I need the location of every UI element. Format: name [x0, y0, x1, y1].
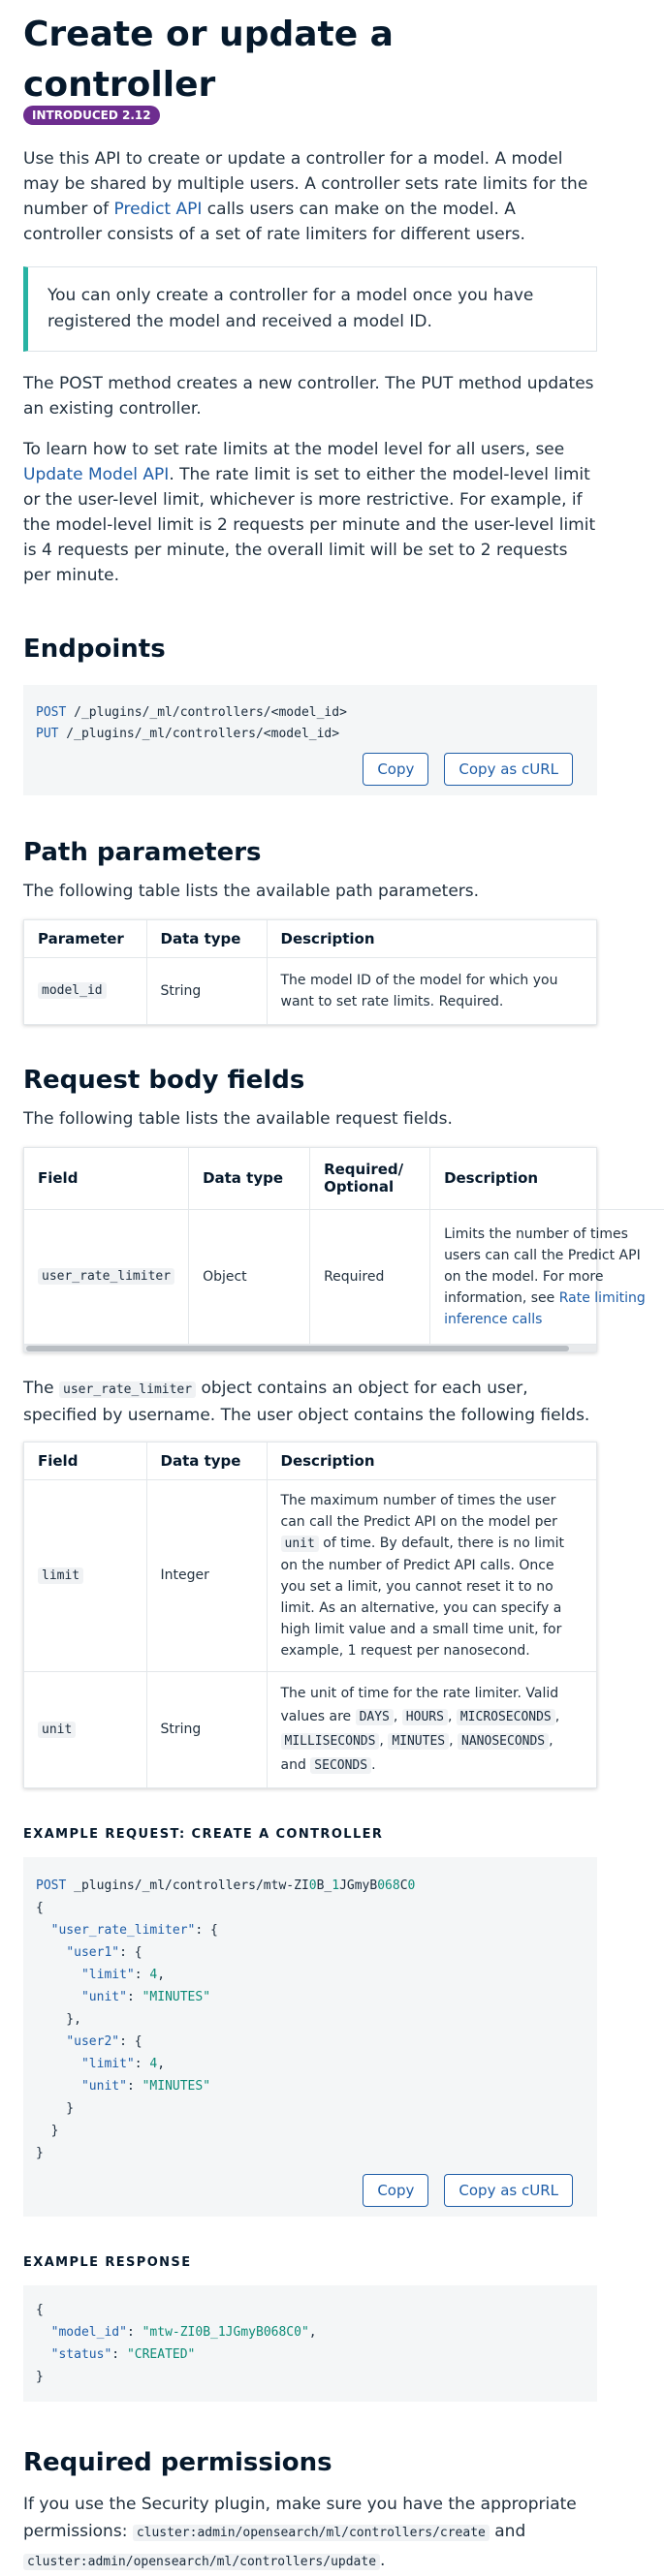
column-header: Parameter — [24, 920, 146, 958]
endpoints-codeblock: POST /_plugins/_ml/controllers/<model_id> PUT /_plugins/_ml/controllers/<model_id> Copy Copy as cURL — [23, 685, 597, 795]
page — [0, 10, 646, 2570]
param-name: model_id — [38, 982, 107, 999]
column-header: Description — [267, 920, 596, 958]
update-model-api-link[interactable]: Update Model API — [23, 465, 170, 484]
path-parameters-table — [23, 919, 597, 1025]
column-header: Field — [24, 1148, 189, 1210]
field-name: user_rate_limiter — [38, 1268, 174, 1285]
field-description: The unit of time for the rate limiter. Valid values are DAYS , HOURS , MICROSECONDS , MILLISECONDS , MINUTES , NANOSECONDS , and SECONDS . — [280, 1685, 560, 1773]
request-body-fields-table — [23, 1147, 646, 1352]
predict-api-link[interactable]: Predict API — [113, 200, 203, 219]
example-request-label: EXAMPLE REQUEST: CREATE A CONTROLLER — [23, 1826, 384, 1842]
field-type: Integer — [146, 1479, 267, 1671]
path-parameters-heading: Path parameters — [23, 838, 262, 867]
table-row — [24, 1671, 596, 1787]
param-type: String — [146, 958, 267, 1024]
field-description: The maximum number of times the user can call the Predict API on the model per unit of time. By default, there is no limit on the number of Predict API calls. Once you set a limit, you cannot reset it to no limit. As an alternative, you can specify a high limit value and a small time unit, for example, 1 request per nanosecond. — [267, 1479, 596, 1671]
example-response-label: EXAMPLE RESPONSE — [23, 2254, 192, 2270]
user-object-paragraph: The user_rate_limiter object contains an object for each user, specified by username. The user object contains the following fields. — [23, 1378, 590, 1425]
field-name: limit — [38, 1567, 83, 1584]
column-header: Description — [267, 1443, 596, 1480]
note-callout: You can only create a controller for a model once you have registered the model and received a model ID. — [23, 266, 597, 352]
request-body-fields-description: The following table lists the available request fields. — [23, 1108, 453, 1129]
page-title: Create or update a controller — [23, 15, 394, 105]
update-permission-code: cluster:admin/opensearch/ml/controllers/update — [23, 2554, 380, 2570]
column-header: Data type — [146, 1443, 267, 1480]
methods-paragraph: The POST method creates a new controller. The PUT method updates an existing controller. — [23, 374, 594, 419]
example-request-codeblock: POST _plugins/_ml/controllers/mtw-ZI0B_1JGmyB068C0 { "user_rate_limiter": { "user1": { "limit": 4, "unit": "MINUTES" }, "user2": { "limit": 4, "unit": "MINUTES" } } } Copy Copy as cURL — [23, 1857, 597, 2217]
post-method: POST — [36, 705, 67, 720]
rate-limiting-link[interactable]: Rate limiting inference calls — [444, 1289, 646, 1327]
column-header: Data type — [189, 1148, 310, 1210]
path-parameters-description: The following table lists the available path parameters. — [23, 882, 480, 901]
copy-as-curl-button[interactable]: Copy as cURL — [444, 753, 573, 786]
user-object-table — [23, 1442, 597, 1788]
table-row — [24, 1479, 596, 1671]
field-type: Object — [189, 1210, 310, 1344]
param-description: The model ID of the model for which you want to set rate limits. Required. — [280, 972, 558, 1009]
column-header: Required/ Optional — [310, 1148, 430, 1210]
permissions-paragraph: If you use the Security plugin, make sure you have the appropriate permissions: cluster:admin/opensearch/ml/controllers/create and cluster:admin/opensearch/ml/controllers/update . — [23, 2494, 577, 2570]
put-method: PUT — [36, 727, 59, 741]
column-header: Description — [430, 1148, 664, 1210]
create-permission-code: cluster:admin/opensearch/ml/controllers/create — [133, 2525, 490, 2541]
rate-limit-paragraph: To learn how to set rate limits at the model level for all users, see Update Model API. The rate limit is set to either the model-level limit or the user-level limit, whichever is more restrictive. For example, if the model-level limit is 2 requests per minute and the user-level limit is 4 requests per minute, the overall limit will be set to 2 requests per minute. — [23, 440, 596, 585]
copy-button[interactable]: Copy — [363, 753, 428, 786]
horizontal-scrollbar[interactable] — [24, 1344, 596, 1351]
request-body-fields-heading: Request body fields — [23, 1065, 305, 1095]
column-header: Data type — [146, 920, 267, 958]
copy-button[interactable]: Copy — [363, 2174, 428, 2207]
scrollbar-thumb[interactable] — [26, 1346, 569, 1351]
example-response-codeblock: { "model_id": "mtw-ZI0B_1JGmyB068C0", "status": "CREATED" } — [23, 2285, 597, 2402]
user-rate-limiter-code: user_rate_limiter — [59, 1381, 196, 1398]
intro-paragraph: Use this API to create or update a controller for a model. A model may be shared by multiple users. A controller sets rate limits for the number of Predict API calls users can make on the model. A controller consists of a set of rate limiters for different users. — [23, 149, 588, 244]
required-permissions-heading: Required permissions — [23, 2447, 332, 2477]
field-name: unit — [38, 1722, 76, 1738]
column-header: Field — [24, 1443, 146, 1480]
field-type: String — [146, 1671, 267, 1787]
field-description: Limits the number of times users can call the Predict API on the model. For more information, see Rate limiting inference calls — [444, 1226, 646, 1327]
endpoints-heading: Endpoints — [23, 635, 166, 664]
table-row — [24, 958, 596, 1024]
copy-as-curl-button[interactable]: Copy as cURL — [444, 2174, 573, 2207]
table-row — [24, 1210, 664, 1344]
field-required: Required — [310, 1210, 430, 1344]
introduced-badge: INTRODUCED 2.12 — [23, 106, 160, 125]
